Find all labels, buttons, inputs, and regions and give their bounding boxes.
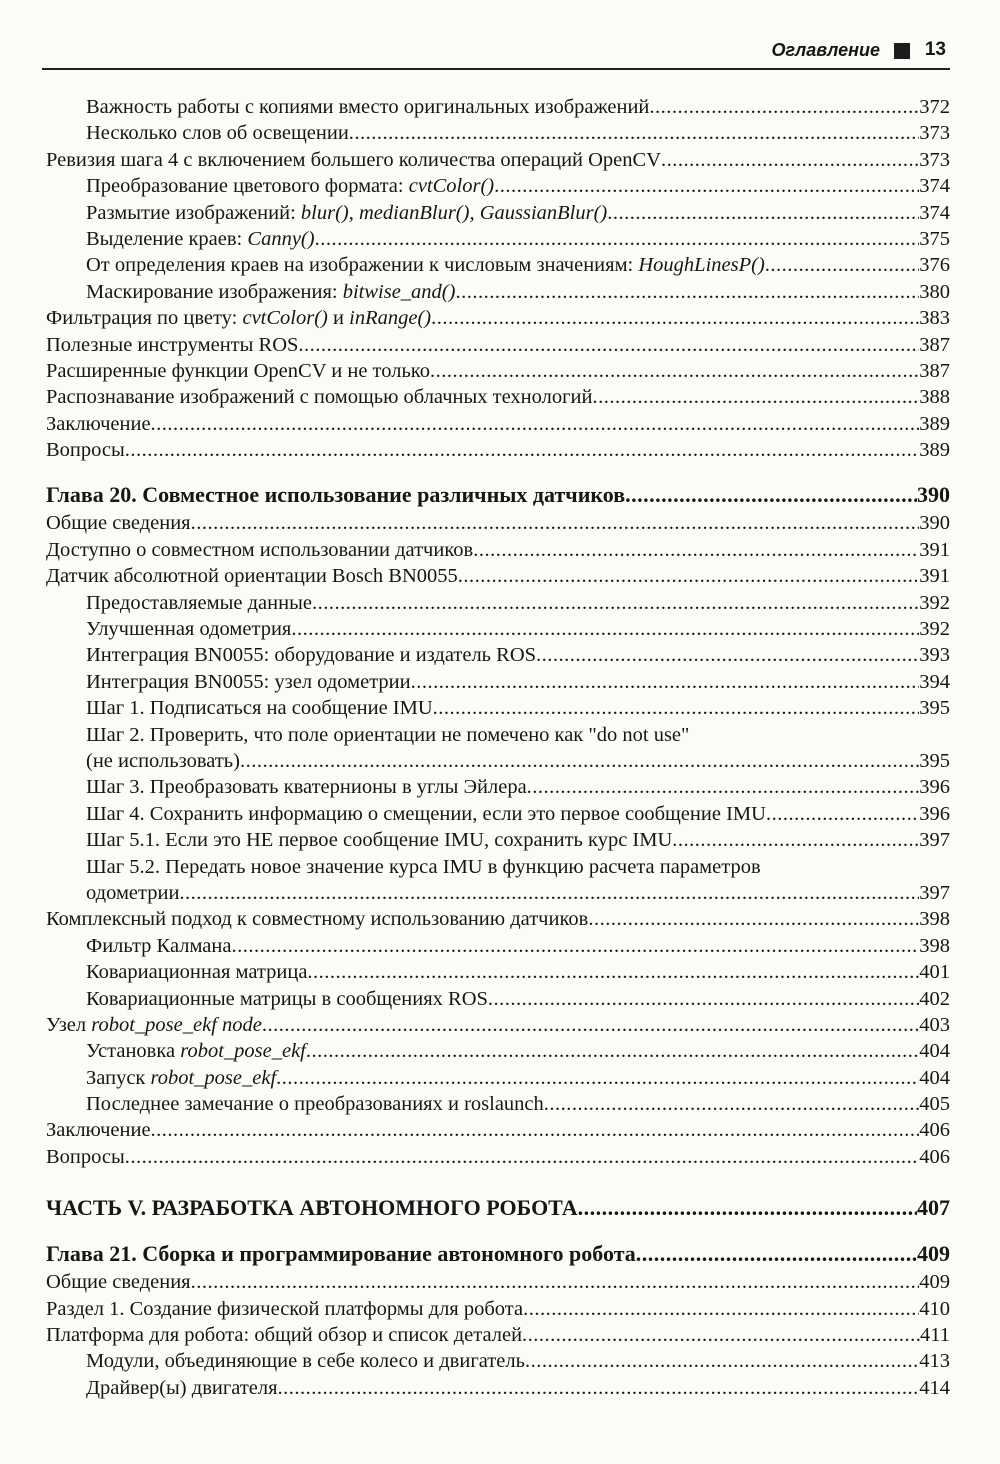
- toc-entry[interactable]: Вопросы ..... 406: [46, 1144, 950, 1170]
- table-of-contents: [46, 94, 950, 1401]
- toc-chapter-20[interactable]: Глава 20. Совместное использование различных датчиков ..... 390: [46, 479, 950, 510]
- toc-entry[interactable]: Заключение ..... 406: [46, 1117, 950, 1143]
- toc-part-5[interactable]: ЧАСТЬ V. РАЗРАБОТКА АВТОНОМНОГО РОБОТА ..... 407: [46, 1192, 950, 1223]
- toc-chapter-21[interactable]: Глава 21. Сборка и программирование автономного робота ..... 409: [46, 1238, 950, 1269]
- toc-entry[interactable]: Общие сведения ..... 409: [46, 1269, 950, 1295]
- toc-entry[interactable]: Драйвер(ы) двигателя ..... 414: [46, 1375, 950, 1401]
- toc-entry[interactable]: Шаг 3. Преобразовать кватернионы в углы Эйлера ..... 396: [46, 774, 950, 800]
- toc-entry-first-line[interactable]: Шаг 5.2. Передать новое значение курса IMU в функцию расчета параметров: [86, 855, 761, 878]
- toc-entry[interactable]: Шаг 5.1. Если это НЕ первое сообщение IMU, сохранить курс IMU ..... 397: [46, 827, 950, 853]
- toc-entry[interactable]: Выделение краев: Canny() ..... 375: [46, 226, 950, 252]
- toc-entry[interactable]: Ковариационные матрицы в сообщениях ROS ..... 402: [46, 986, 950, 1012]
- toc-entry[interactable]: Запуск robot_pose_ekf ..... 404: [46, 1065, 950, 1091]
- toc-entry[interactable]: Ковариационная матрица ..... 401: [46, 959, 950, 985]
- header-title: Оглавление: [771, 40, 880, 60]
- toc-entry[interactable]: Размытие изображений: blur(), medianBlur(), GaussianBlur() ..... 374: [46, 200, 950, 226]
- toc-entry[interactable]: Предоставляемые данные ..... 392: [46, 590, 950, 616]
- toc-entry[interactable]: Шаг 1. Подписаться на сообщение IMU ..... 395: [46, 695, 950, 721]
- page-number: 13: [924, 39, 946, 60]
- toc-entry[interactable]: Интеграция BN0055: узел одометрии ..... 394: [46, 669, 950, 695]
- toc-entry[interactable]: Последнее замечание о преобразованиях и roslaunch ..... 405: [46, 1091, 950, 1117]
- header-square-marker: [894, 43, 910, 59]
- toc-entry[interactable]: Платформа для робота: общий обзор и список деталей ..... 411: [46, 1322, 950, 1348]
- toc-entry[interactable]: Установка robot_pose_ekf ..... 404: [46, 1038, 950, 1064]
- toc-entry[interactable]: Вопросы ..... 389: [46, 437, 950, 463]
- toc-entry[interactable]: (не использовать) ..... 395: [46, 748, 950, 774]
- toc-entry[interactable]: Расширенные функции OpenCV и не только ..... 387: [46, 358, 950, 384]
- toc-entry[interactable]: Маскирование изображения: bitwise_and() ..... 380: [46, 279, 950, 305]
- toc-entry[interactable]: одометрии ..... 397: [46, 880, 950, 906]
- toc-entry-first-line[interactable]: Шаг 2. Проверить, что поле ориентации не помечено как "do not use": [86, 723, 690, 746]
- toc-entry[interactable]: Преобразование цветового формата: cvtColor() ..... 374: [46, 173, 950, 199]
- toc-entry[interactable]: Комплексный подход к совместному использованию датчиков ..... 398: [46, 906, 950, 932]
- toc-entry[interactable]: Доступно о совместном использовании датчиков ..... 391: [46, 537, 950, 563]
- toc-entry[interactable]: Фильтр Калмана ..... 398: [46, 933, 950, 959]
- toc-entry[interactable]: Ревизия шага 4 с включением большего количества операций OpenCV ..... 373: [46, 147, 950, 173]
- toc-entry[interactable]: Фильтрация по цвету: cvtColor() и inRange() ..... 383: [46, 305, 950, 331]
- toc-entry[interactable]: Полезные инструменты ROS ..... 387: [46, 332, 950, 358]
- toc-entry[interactable]: Интеграция BN0055: оборудование и издатель ROS ..... 393: [46, 642, 950, 668]
- toc-entry[interactable]: Важность работы с копиями вместо оригинальных изображений ..... 372: [46, 94, 950, 120]
- toc-entry[interactable]: Улучшенная одометрия ..... 392: [46, 616, 950, 642]
- running-header: [42, 38, 950, 70]
- toc-entry[interactable]: От определения краев на изображении к числовым значениям: HoughLinesP() ..... 376: [46, 252, 950, 278]
- toc-entry[interactable]: Узел robot_pose_ekf node ..... 403: [46, 1012, 950, 1038]
- toc-entry[interactable]: Шаг 4. Сохранить информацию о смещении, если это первое сообщение IMU ..... 396: [46, 801, 950, 827]
- toc-entry[interactable]: Раздел 1. Создание физической платформы для робота ..... 410: [46, 1296, 950, 1322]
- toc-entry[interactable]: Модули, объединяющие в себе колесо и двигатель ..... 413: [46, 1348, 950, 1374]
- toc-entry[interactable]: Несколько слов об освещении ..... 373: [46, 120, 950, 146]
- toc-entry[interactable]: Заключение ..... 389: [46, 411, 950, 437]
- toc-entry[interactable]: Общие сведения ..... 390: [46, 510, 950, 536]
- toc-entry[interactable]: Датчик абсолютной ориентации Bosch BN0055 ..... 391: [46, 563, 950, 589]
- toc-entry[interactable]: Распознавание изображений с помощью облачных технологий ..... 388: [46, 384, 950, 410]
